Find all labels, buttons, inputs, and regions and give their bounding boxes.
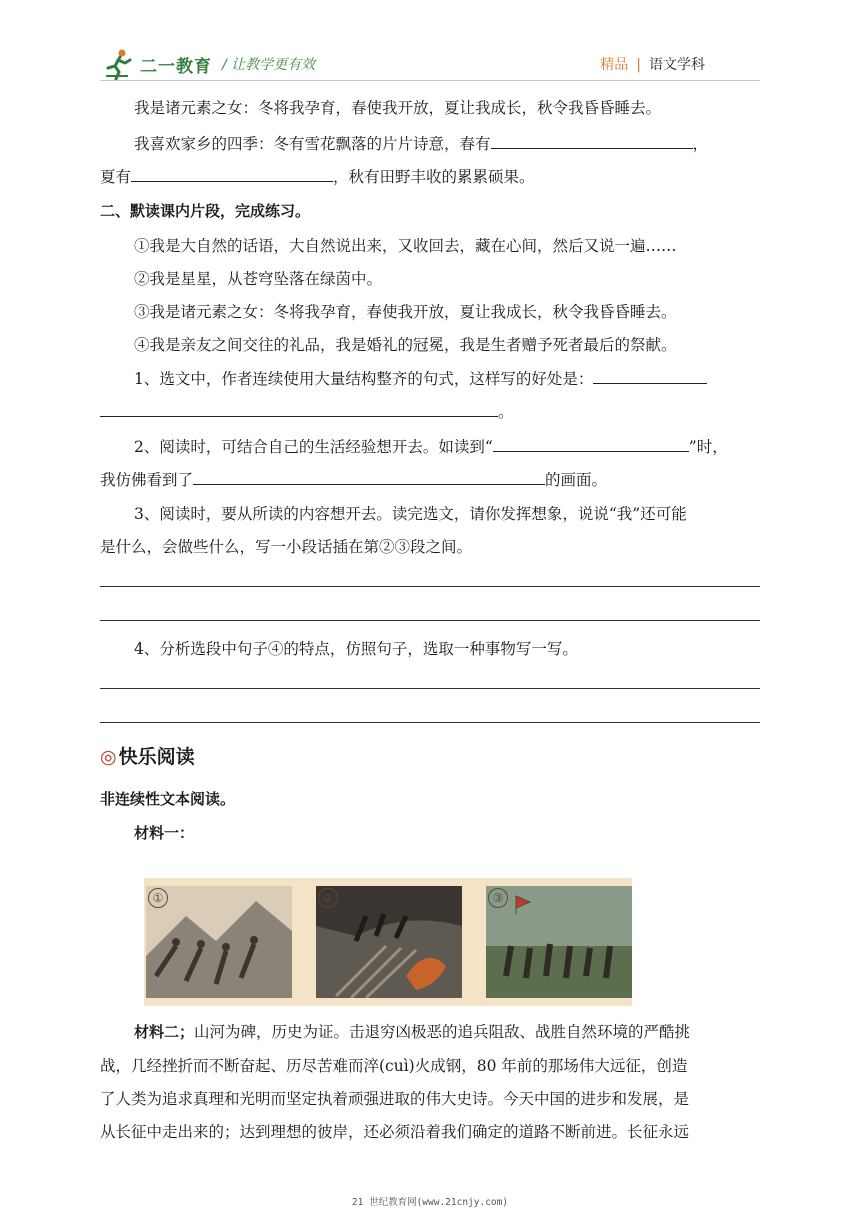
illustration-panel <box>316 886 462 998</box>
bridge-battle-image <box>316 886 462 998</box>
question-4: 4、分析选段中句子④的特点，仿照句子，选取一种事物写一写。 <box>134 640 578 658</box>
text-fragment: 的画面。 <box>545 471 608 489</box>
question-3-continued: 是什么，会做些什么，写一小段话插在第②③段之间。 <box>100 538 473 556</box>
brand-name: 二一教育 <box>140 57 212 77</box>
answer-blank[interactable] <box>491 133 693 149</box>
answer-line[interactable] <box>100 722 760 723</box>
text-fragment: ， <box>692 135 709 153</box>
material-2-line: 战，几经挫折而不断奋起、历尽苦难而淬(cuì)火成钢，80 年前的那场伟大远征，创造 <box>100 1057 688 1075</box>
grassland-march-image <box>486 886 632 998</box>
material-2-line: 从长征中走出来的；达到理想的彼岸，还必须沿着我们确定的道路不断前进。长征永远 <box>100 1123 690 1141</box>
answer-blank[interactable] <box>193 469 545 485</box>
brand-slogan: / 让教学更有效 <box>222 57 316 73</box>
answer-blank[interactable] <box>100 401 498 417</box>
header-divider: | <box>636 57 641 73</box>
passage-sentence: ③我是诸元素之女：冬将我孕育，春使我开放，夏让我成长，秋令我昏昏睡去。 <box>134 303 677 321</box>
section-title-text: 快乐阅读 <box>118 746 195 768</box>
material-2-label: 材料二； <box>134 1023 195 1041</box>
illustration-panel <box>146 886 292 998</box>
page-header <box>0 0 860 90</box>
question-2 <box>100 435 794 457</box>
page-footer: 21 世纪教育网(www.21cnjy.com) <box>351 1197 509 1208</box>
material-2-line <box>100 1020 794 1042</box>
question-1-continued <box>100 400 760 422</box>
answer-blank[interactable] <box>131 166 333 182</box>
snow-mountain-march-image <box>146 886 292 998</box>
text-line: 我是诸元素之女：冬将我孕育，春使我开放，夏让我成长，秋令我昏昏睡去。 <box>134 99 662 117</box>
section-heading: 二、默读课内片段，完成练习。 <box>100 202 311 220</box>
question-text: 1、选文中，作者连续使用大量结构整齐的句式，这样写的好处是： <box>134 370 594 388</box>
header-rule <box>100 80 760 81</box>
fill-line <box>100 132 794 154</box>
quality-label: 精品 <box>600 57 629 73</box>
passage-sentence: ②我是星星，从苍穹坠落在绿茵中。 <box>134 270 383 288</box>
fill-line <box>100 165 760 187</box>
answer-line[interactable] <box>100 586 760 587</box>
question-2-continued <box>100 468 760 490</box>
passage-sentence: ④我是亲友之间交往的礼品，我是婚礼的冠冕，我是生者赠予死者最后的祭献。 <box>134 336 677 354</box>
running-man-logo-icon <box>104 48 132 80</box>
text-fragment: 我喜欢家乡的四季：冬有雪花飘落的片片诗意，春有 <box>134 135 491 153</box>
text-fragment: 我仿佛看到了 <box>100 471 194 489</box>
text-fragment: ”时， <box>688 438 728 456</box>
material-2-line: 了人类为追求真理和光明而坚定执着顽强进取的伟大史诗。今天中国的进步和发展，是 <box>100 1090 690 1108</box>
text-fragment: 山河为碑，历史为证。击退穷凶极恶的追兵阻敌、战胜自然环境的严酷挑 <box>194 1023 691 1041</box>
answer-line[interactable] <box>100 620 760 621</box>
passage-sentence: ①我是大自然的话语，大自然说出来，又收回去，藏在心间，然后又说一遍…… <box>134 237 677 255</box>
subject-label: 语文学科 <box>649 57 705 73</box>
question-1 <box>100 367 794 389</box>
happy-reading-title <box>100 742 760 769</box>
text-fragment: ，秋有田野丰收的累累硕果。 <box>333 168 535 186</box>
panel-number: ③ <box>488 888 508 908</box>
subsection-heading: 非连续性文本阅读。 <box>100 790 236 808</box>
text-fragment: 。 <box>498 403 514 421</box>
illustration-panel <box>486 886 632 998</box>
panel-number: ② <box>318 888 338 908</box>
question-text: 2、阅读时，可结合自己的生活经验想开去。如读到“ <box>134 438 493 456</box>
section-mark-icon: ◎ <box>100 746 117 768</box>
text-fragment: 夏有 <box>100 168 132 186</box>
answer-blank[interactable] <box>593 368 707 384</box>
answer-blank[interactable] <box>493 436 689 452</box>
panel-number: ① <box>148 888 168 908</box>
header-subject-tag <box>600 54 705 74</box>
question-3: 3、阅读时，要从所读的内容想开去。读完选文，请你发挥想象，说说“我”还可能 <box>134 505 687 523</box>
answer-line[interactable] <box>100 688 760 689</box>
long-march-illustrations <box>144 878 632 1006</box>
material-1-label: 材料一： <box>134 824 195 842</box>
